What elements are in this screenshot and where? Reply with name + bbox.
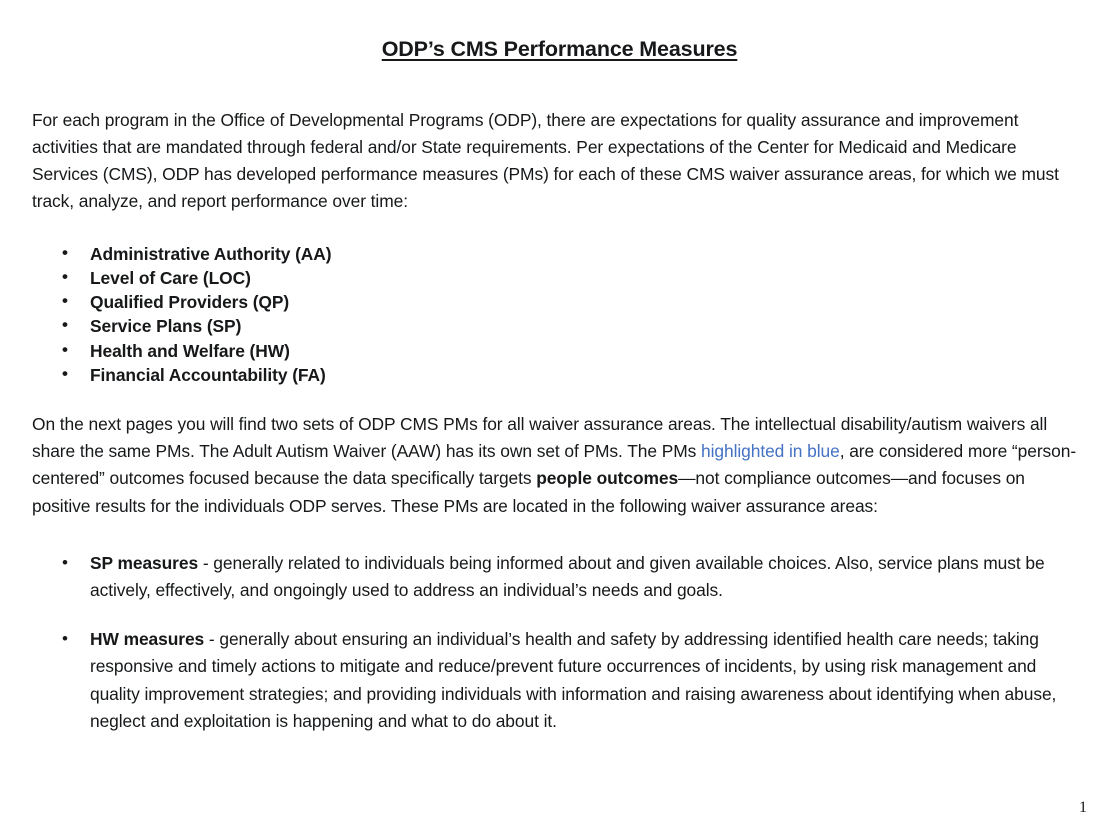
measure-label: HW measures bbox=[90, 629, 205, 650]
people-outcomes-emphasis: people outcomes bbox=[536, 468, 679, 489]
list-item: • Level of Care (LOC) bbox=[32, 266, 1087, 290]
second-paragraph-segment-2: , are considered more “person-centered” outcomes focused because the data specifically targets bbox=[32, 441, 1077, 489]
intro-paragraph: For each program in the Office of Developmental Programs (ODP), there are expectations for quality assurance and improvement activities that are mandated through federal and/or State requirements. Per expectations of the Center for Medicaid and Medicare Services (CMS), ODP has developed performance measures (PMs) for each of these CMS waiver assurance areas, for which we must track, analyze, and report performance over time: bbox=[32, 109, 1059, 212]
highlighted-blue-phrase: highlighted in blue bbox=[701, 441, 840, 462]
list-item bbox=[32, 550, 1087, 604]
measure-description: - generally related to individuals being informed about and given available choices. Also, service plans must be actively, effectively, and ongoingly used to address an individual’s needs and goals. bbox=[90, 552, 1045, 600]
list-item bbox=[32, 626, 1087, 735]
second-paragraph-segment-1: On the next pages you will find two sets of ODP CMS PMs for all waiver assurance areas. The intellectual disability/autism waivers all share the same PMs. The Adult Autism Waiver (AAW) has its own set of PMs. The PMs bbox=[32, 413, 1048, 462]
measures-list bbox=[32, 550, 1087, 735]
second-paragraph bbox=[32, 411, 1087, 520]
measure-label: SP measures bbox=[90, 552, 199, 573]
second-paragraph-segment-3: —not compliance outcomes—and focuses on positive results for the individuals ODP serves. These PMs are located in the following waiver assurance areas: bbox=[32, 468, 1025, 516]
list-item: • Health and Welfare (HW) bbox=[32, 339, 1087, 363]
document-body bbox=[32, 32, 1087, 735]
page-title bbox=[32, 32, 1087, 63]
list-item: • Service Plans (SP) bbox=[32, 314, 1087, 338]
page-number: 1 bbox=[1079, 799, 1087, 816]
list-item: • Financial Accountability (FA) bbox=[32, 363, 1087, 387]
measure-description: - generally about ensuring an individual’s health and safety by addressing identified health care needs; taking responsive and timely actions to mitigate and reduce/prevent future occurrences of incidents, by using risk management and quality improvement strategies; and providing individuals with information and raising awareness about identifying when abuse, neglect and exploitation is happening and what to do about it. bbox=[90, 629, 1057, 731]
page-title-text: ODP’s CMS Performance Measures bbox=[381, 37, 738, 61]
list-item: • Administrative Authority (AA) bbox=[32, 242, 1087, 266]
list-item: • Qualified Providers (QP) bbox=[32, 290, 1087, 314]
assurance-areas-list bbox=[32, 242, 1087, 387]
